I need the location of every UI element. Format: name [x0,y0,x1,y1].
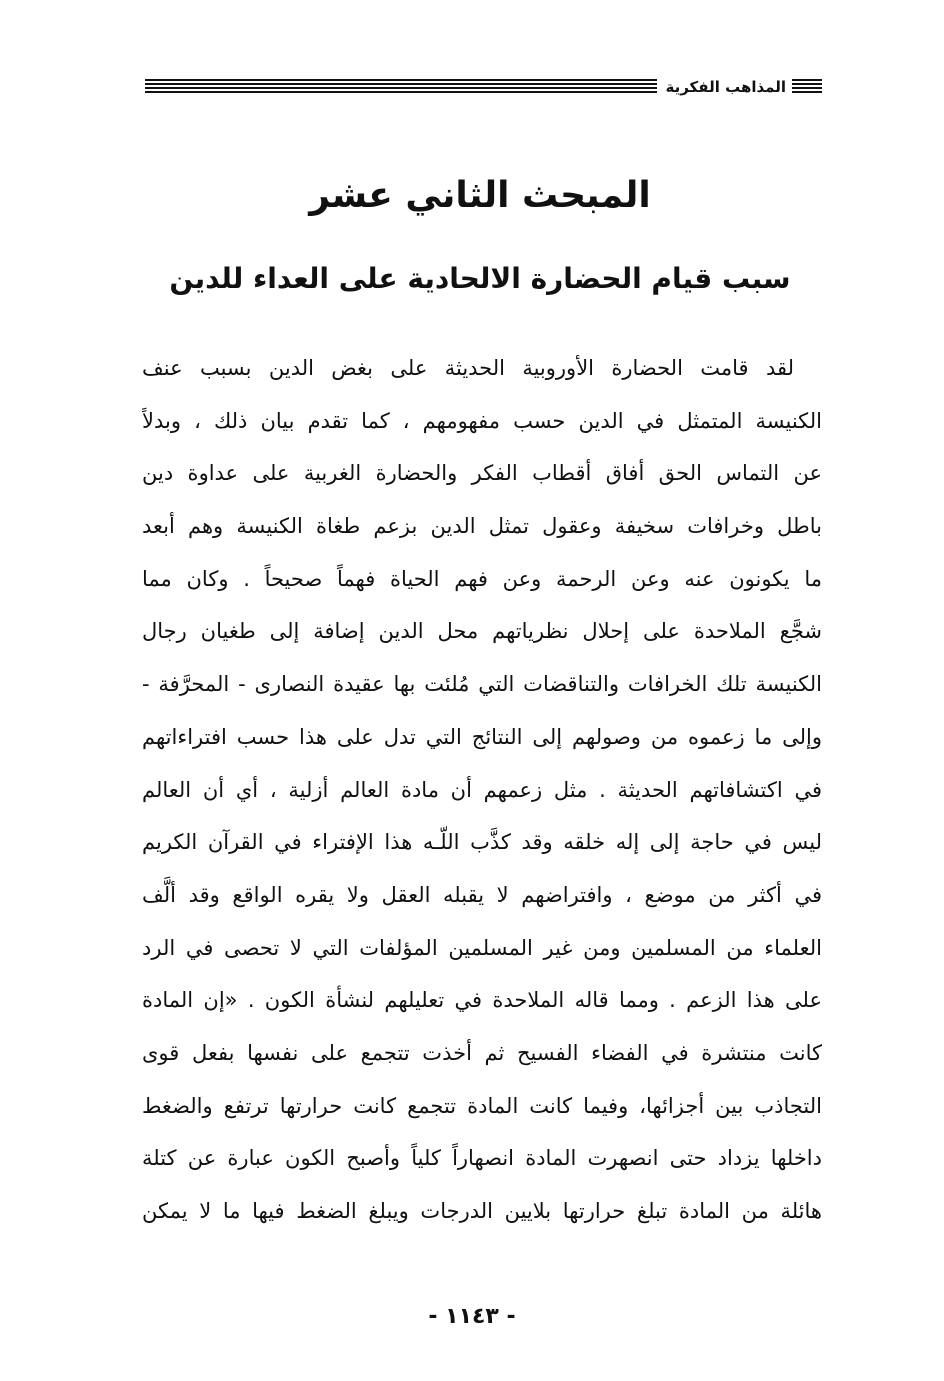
body-line: لقد قامت الحضارة الأوروبية الحديثة على بغض الدين بسبب عنف [142,356,794,380]
body-text [142,342,822,1238]
body-line: الكنيسة تلك الخرافات والتناقضات التي مُلئت بها عقيدة النصارى - المحرَّفة - [142,672,822,697]
body-line: باطل وخرافات سخيفة وعقول تمثل الدين بزعم طغاة الكنيسة وهم أبعد [142,514,822,539]
body-line: في أكثر من موضع ، وافتراضهم لا يقبله العقل ولا يقره الواقع وقد ألَّف [142,882,822,907]
body-line: العلماء من المسلمين ومن غير المسلمين المؤلفات التي لا تحصى في الرد [142,935,822,960]
body-line: التجاذب بين أجزائها، وفيما كانت المادة تتجمع كانت حرارتها ترتفع والضغط [142,1093,822,1118]
body-line: ما يكونون عنه وعن الرحمة وعن فهم الحياة فهماً صحيحاً . وكان مما [142,566,822,591]
body-line: شجَّع الملاحدة على إحلال نظرياتهم محل الدين إضافة إلى طغيان رجال [142,619,822,644]
running-header-title: المذاهب الفكرية [665,78,786,96]
body-line: كانت منتشرة في الفضاء الفسيح ثم أخذت تتجمع على نفسها بفعل قوى [142,1040,822,1065]
body-line: الكنيسة المتمثل في الدين حسب مفهومهم ، كما تقدم بيان ذلك ، وبدلاً [142,408,822,433]
body-line: داخلها يزداد حتى انصهرت المادة انصهاراً كلياً وأصبح الكون عبارة عن كتلة [142,1146,822,1171]
body-line: على هذا الزعم . ومما قاله الملاحدة في تعليلهم لنشأة الكون . «إن المادة [142,988,822,1013]
running-header [145,76,822,98]
section-title: سبب قيام الحضارة الالحادية على العداء للدين [169,262,791,295]
page-number: - ١١٤٣ - [428,1304,516,1329]
body-line: عن التماس الحق أفاق أقطاب الفكر والحضارة الغربية على عداوة دين [142,461,822,486]
chapter-title: المبحث الثاني عشر [309,175,651,216]
header-rule-long [145,79,657,95]
body-line: ليس في حاجة إلى إله خلقه وقد كذَّب اللّـه هذا الإفتراء في القرآن الكريم [142,830,822,855]
body-line: في اكتشافاتهم الحديثة . مثل زعمهم أن مادة العالم أزلية ، أي أن العالم [142,777,822,802]
body-line: وإلى ما زعموه من وصولهم إلى النتائج التي تدل على هذا حسب افتراءاتهم [142,724,822,749]
body-line: هائلة من المادة تبلغ حرارتها بلايين الدرجات ويبلغ الضغط فيها ما لا يمكن [142,1199,822,1223]
header-rule-short [792,79,822,95]
